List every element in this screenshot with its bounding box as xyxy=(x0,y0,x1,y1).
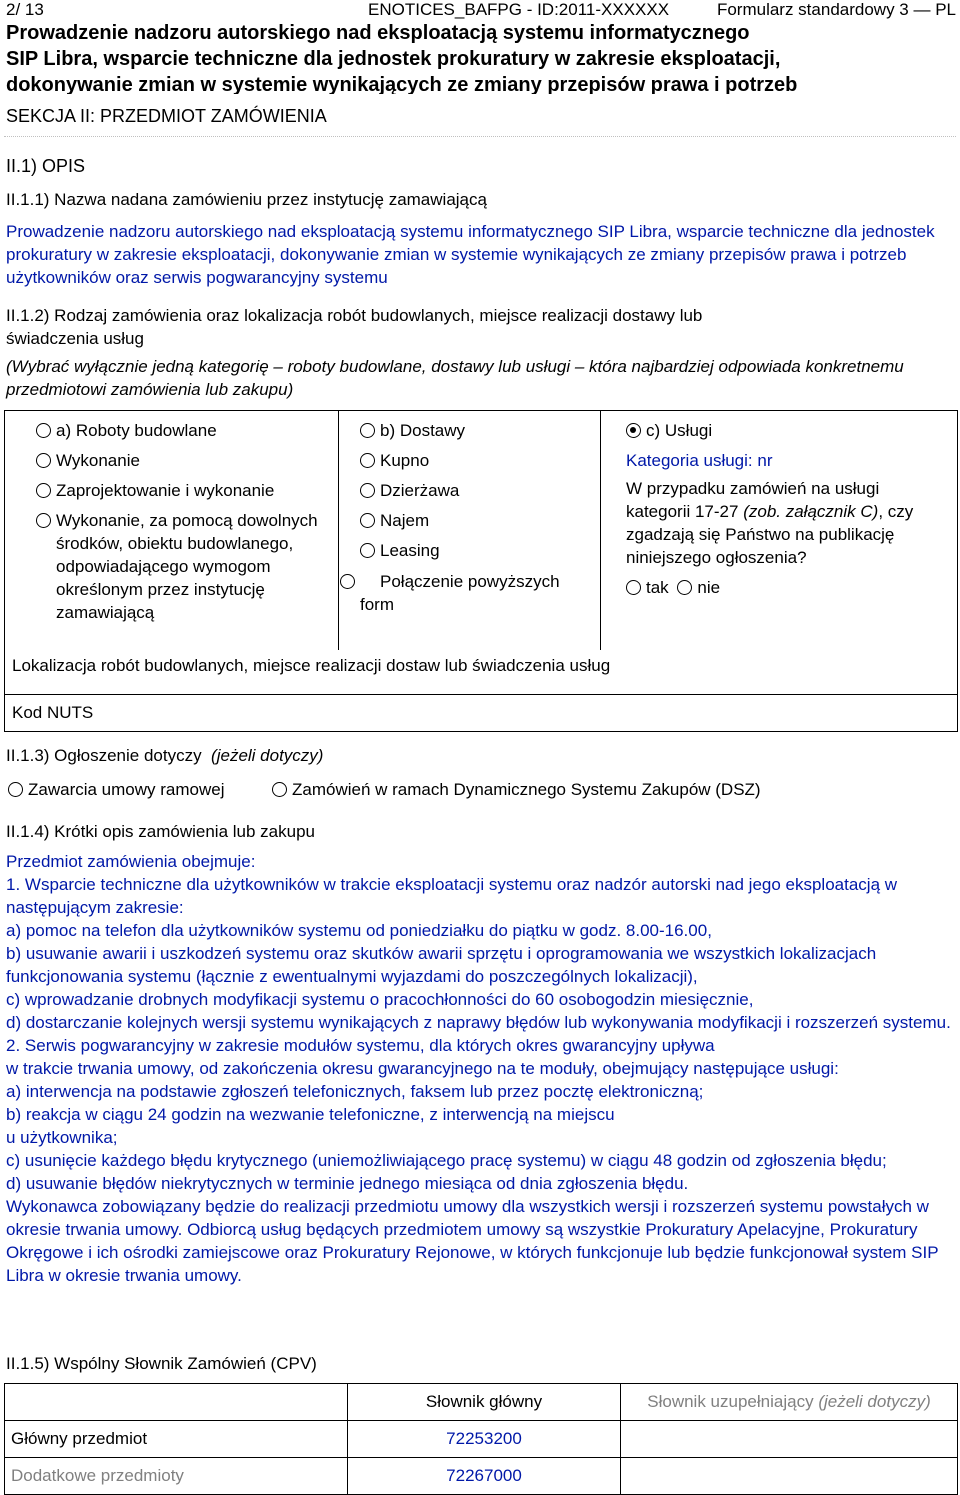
cpv-extra-cell xyxy=(621,1458,958,1495)
header-note: (jeżeli dotyczy) xyxy=(818,1392,931,1411)
page-header xyxy=(4,0,956,20)
cpv-additional-code: 72267000 xyxy=(348,1458,621,1495)
question-annex: (zob. załącznik C) xyxy=(743,502,879,521)
service-category: Kategoria usługi: nr xyxy=(626,451,773,470)
subsection-opis: II.1) OPIS xyxy=(6,156,86,176)
radio-icon[interactable] xyxy=(360,543,375,558)
heading-ii-1-2-line2: świadczenia usług xyxy=(6,329,144,348)
cpv-header-extra xyxy=(621,1384,958,1421)
desc-line: c) wprowadzanie drobnych modyfikacji systemu o pracochłonności do 60 osobogodzin miesięcznie, xyxy=(6,990,754,1009)
document-title xyxy=(6,20,956,94)
cpv-corner-cell xyxy=(5,1384,348,1421)
cpv-table xyxy=(4,1383,958,1495)
option-leasing[interactable] xyxy=(360,539,440,562)
radio-icon[interactable] xyxy=(360,453,375,468)
section-title: SEKCJA II: PRZEDMIOT ZAMÓWIENIA xyxy=(6,106,327,126)
option-lease[interactable] xyxy=(360,479,459,502)
option-realisation-label: Wykonanie, za pomocą dowolnych środków, obiektu budowlanego, odpowiadającego wymogom określonym przez instytucję zamawiającą xyxy=(56,511,318,622)
option-supplies[interactable] xyxy=(360,419,465,442)
option-label: Najem xyxy=(380,511,430,530)
desc-line: 1. Wsparcie techniczne dla użytkowników w trakcie eksploatacji systemu oraz nadzór autorski nad jego eksploatacją w następującym zakresie: xyxy=(6,875,898,917)
contract-name-text: Prowadzenie nadzoru autorskiego nad eksploatacją systemu informatycznego SIP Libra, wsparcie techniczne dla jednostek prokuratury w zakresie eksploatacji, dokonywanie zmian w systemie wynikających ze zmiany przepisów prawa i potrzeb użytkowników oraz serwis pogwarancyjny systemu xyxy=(6,222,935,287)
header-text: Słownik uzupełniający xyxy=(647,1392,814,1411)
cpv-main-code: 72253200 xyxy=(348,1421,621,1458)
option-combination[interactable] xyxy=(340,570,590,616)
option-rental[interactable] xyxy=(360,509,429,532)
cpv-extra-cell xyxy=(621,1421,958,1458)
option-works[interactable] xyxy=(36,419,217,442)
publication-question xyxy=(626,477,936,569)
title-line: dokonywanie zmian w systemie wynikających ze zmiany przepisów prawa i potrzeb xyxy=(6,74,798,94)
option-label: Zaprojektowanie i wykonanie xyxy=(56,481,275,500)
question-text: , czy zgadzają się Państwo na publikację niniejszego ogłoszenia? xyxy=(626,502,914,567)
desc-line: u użytkownika; xyxy=(6,1128,118,1147)
title-line: SIP Libra, wsparcie techniczne dla jednostek prokuratury w zakresie eksploatacji, xyxy=(6,48,781,70)
column-divider xyxy=(338,410,339,650)
option-dps[interactable] xyxy=(272,778,761,801)
cpv-row-label: Główny przedmiot xyxy=(5,1421,348,1458)
option-framework[interactable] xyxy=(8,778,225,801)
option-purchase[interactable] xyxy=(360,449,429,472)
option-label: a) Roboty budowlane xyxy=(56,421,217,440)
column-divider xyxy=(600,410,601,650)
nuts-label: Kod NUTS xyxy=(12,703,94,722)
radio-icon[interactable] xyxy=(360,423,375,438)
desc-line: c) usunięcie każdego błędu krytycznego (uniemożliwiającego pracę systemu) w ciągu 48 godzin od zgłoszenia błędu; xyxy=(6,1151,887,1170)
desc-line: b) usuwanie awarii i uszkodzeń systemu oraz skutków awarii sprzętu i oprogramowania we wszystkich lokalizacjach funkcjonowania systemu (łącznie z ewentualnymi wyjazdami do poszczególnych lokalizacji), xyxy=(6,944,877,986)
radio-icon[interactable] xyxy=(360,513,375,528)
option-label: Zawarcia umowy ramowej xyxy=(28,780,225,799)
desc-line: b) reakcja w ciągu 24 godzin na wezwanie telefoniczne, z interwencją na miejscu xyxy=(6,1105,615,1124)
option-yes[interactable]: tak xyxy=(646,578,669,597)
heading-note: (jeżeli dotyczy) xyxy=(211,746,324,765)
heading-ii-1-4: II.1.4) Krótki opis zamówienia lub zakupu xyxy=(6,822,315,841)
radio-icon[interactable] xyxy=(360,483,375,498)
radio-icon[interactable] xyxy=(272,782,287,797)
option-execution[interactable] xyxy=(36,449,140,472)
option-label: Leasing xyxy=(380,541,440,560)
form-name: Formularz standardowy 3 — PL xyxy=(716,0,956,19)
desc-line: w trakcie trwania umowy, od zakończenia okresu gwarancyjnego na te moduły, obejmujący następujące usługi: xyxy=(6,1059,839,1078)
option-realisation[interactable] xyxy=(36,509,56,532)
desc-line: d) dostarczanie kolejnych wersji systemu wynikających z naprawy błędów lub wykonywania modyfikacji i rozszerzeń systemu. xyxy=(6,1013,951,1032)
page-number: 2/ 13 xyxy=(6,0,44,19)
option-label: b) Dostawy xyxy=(380,421,466,440)
publication-options xyxy=(626,576,720,599)
radio-icon[interactable] xyxy=(36,483,51,498)
cpv-header-main: Słownik główny xyxy=(348,1384,621,1421)
radio-icon[interactable] xyxy=(8,782,23,797)
option-label: Zamówień w ramach Dynamicznego Systemu Zakupów (DSZ) xyxy=(292,780,761,799)
option-label: Wykonanie xyxy=(56,451,140,470)
heading-ii-1-2 xyxy=(6,304,954,350)
heading-ii-1-5: II.1.5) Wspólny Słownik Zamówień (CPV) xyxy=(6,1354,317,1373)
heading-ii-1-1: II.1.1) Nazwa nadana zamówieniu przez instytucję zamawiającą xyxy=(6,190,487,209)
radio-checked-icon[interactable] xyxy=(626,423,641,438)
option-label: Połączenie powyższych form xyxy=(360,572,560,614)
option-label: Dzierżawa xyxy=(380,481,460,500)
desc-line: a) interwencja na podstawie zgłoszeń telefonicznych, faksem lub przez pocztę elektroniczną; xyxy=(6,1082,704,1101)
document-id: ENOTICES_BAFPG - ID:2011-XXXXXX xyxy=(368,0,670,19)
location-label: Lokalizacja robót budowlanych, miejsce realizacji dostaw lub świadczenia usług xyxy=(12,656,611,675)
radio-icon[interactable] xyxy=(36,453,51,468)
heading-ii-1-2-line1: II.1.2) Rodzaj zamówienia oraz lokalizacja robót budowlanych, miejsce realizacji dostawy lub xyxy=(6,306,703,325)
cpv-row-label: Dodatkowe przedmioty xyxy=(5,1458,348,1495)
option-label: c) Usługi xyxy=(646,421,713,440)
radio-icon[interactable] xyxy=(677,580,692,595)
desc-line: 2. Serwis pogwarancyjny w zakresie modułów systemu, dla których okres gwarancyjny upływa xyxy=(6,1036,715,1055)
question-text: W przypadku zamówień na usługi kategorii 17-27 xyxy=(626,479,880,521)
desc-line: Wykonawca zobowiązany będzie do realizacji przedmiotu umowy dla wszystkich wersji i rozszerzeń systemu powstałych w okresie trwania umowy. Odbiorcą usług będących przedmiotem umowy są wszystkie Prokuratury Apelacyjne, Prokuratury Okręgowe i ich ośrodki zamiejscowe oraz Prokuratury Rejonowe, w których funkcjonuje lub będzie funkcjonował system SIP Libra w okresie trwania umowy. xyxy=(6,1197,939,1285)
option-no[interactable]: nie xyxy=(697,578,721,597)
radio-icon[interactable] xyxy=(36,513,51,528)
category-note: (Wybrać wyłącznie jedną kategorię – roboty budowlane, dostawy lub usługi – która najbardziej odpowiada konkretnemu przedmiotowi zamówienia lub zakupu) xyxy=(6,357,904,399)
nuts-divider xyxy=(4,694,958,695)
option-label: Kupno xyxy=(380,451,430,470)
radio-icon[interactable] xyxy=(340,574,355,589)
short-description xyxy=(6,850,954,1287)
heading-text: II.1.3) Ogłoszenie dotyczy xyxy=(6,746,202,765)
option-services[interactable] xyxy=(626,419,712,442)
desc-line: a) pomoc na telefon dla użytkowników systemu od poniedziałku do piątku w godz. 8.00-16.00, xyxy=(6,921,712,940)
option-design-execution[interactable] xyxy=(36,479,274,502)
radio-icon[interactable] xyxy=(36,423,51,438)
desc-line: Przedmiot zamówienia obejmuje: xyxy=(6,852,256,871)
title-line: Prowadzenie nadzoru autorskiego nad eksploatacją systemu informatycznego xyxy=(6,22,750,44)
heading-ii-1-3 xyxy=(6,746,323,766)
radio-icon[interactable] xyxy=(626,580,641,595)
desc-line: d) usuwanie błędów niekrytycznych w terminie jednego miesiąca od dnia zgłoszenia błędu. xyxy=(6,1174,689,1193)
